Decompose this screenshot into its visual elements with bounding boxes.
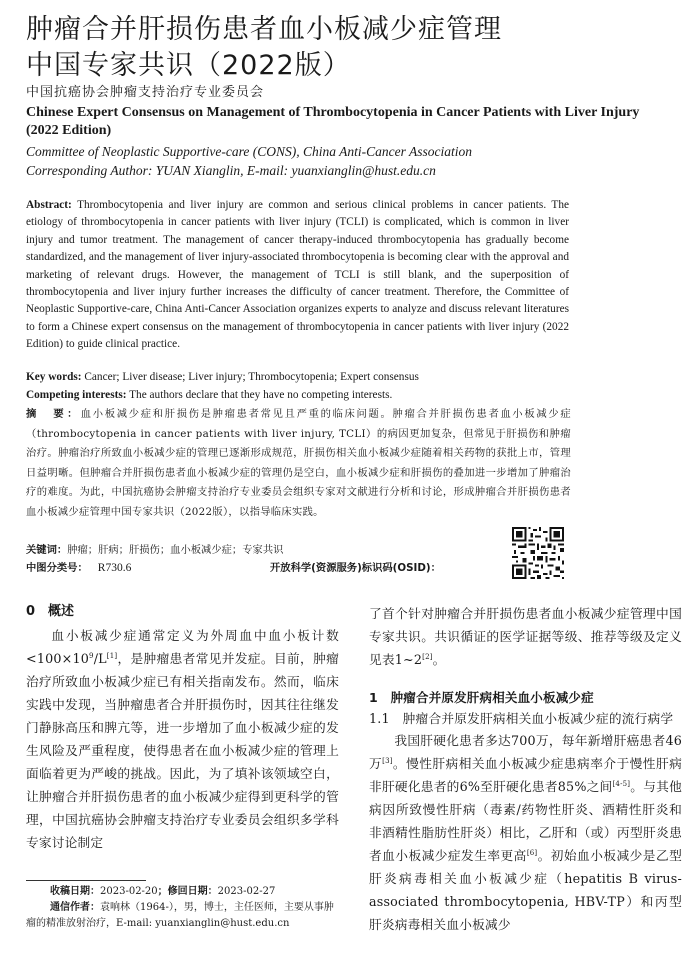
competing-interests-label: Competing interests: (26, 389, 127, 401)
body-column-left (26, 624, 339, 854)
page-title (26, 12, 666, 84)
competing-interests-en (26, 387, 571, 404)
abstract-cn (26, 405, 571, 522)
citation: [1] (106, 651, 118, 660)
keywords-cn-text: 肿瘤；肝病；肝损伤；血小板减少症；专家共识 (67, 544, 284, 556)
body-paragraph-2: 了首个针对肿瘤合并肝损伤患者血小板减少症管理中国专家共识。共识循证的医学证据等级、推荐等级及定义见表1~2[2]。 (369, 606, 682, 667)
title-en: Chinese Expert Consensus on Management of Thrombocytopenia in Cancer Patients with Liver Injury (2022 Edition) (26, 105, 640, 138)
keywords-cn (26, 541, 283, 559)
footnote-dates: 收稿日期：2023-02-20；修回日期：2023-02-27 (50, 886, 276, 897)
osid-label: 开放科学(资源服务)标识码(OSID)： (270, 562, 441, 574)
abstract-cn-label: 摘 要： (26, 408, 81, 420)
title-cn-line2: 中国专家共识（2022版） (26, 50, 351, 81)
citation: [3] (382, 756, 393, 765)
competing-interests-text: The authors declare that they have no competing interests. (129, 389, 393, 401)
footnote-divider (26, 880, 146, 881)
abstract-cn-text: 血小板减少症和肝损伤是肿瘤患者常见且严重的临床问题。肿瘤合并肝损伤患者血小板减少症（thrombocytopenia in cancer patients with liver injury, TCLI）的病因更加复杂，但常见于肝损伤和肿瘤治疗。肿瘤治疗所致血小板减少症的管理已逐渐形成规范，肝损伤相关血小板减少症随着相关药物的获批上市，管理日益明晰。但肿瘤合并肝损伤患者血小板减少症的管理仍是空白，血小板减少症和肝损伤的叠加进一步增加了肿瘤治疗的难度。为此，中国抗癌协会肿瘤支持治疗专业委员会组织专家对文献进行分析和讨论，形成肿瘤合并肝损伤患者血小板减少症管理中国专家共识（2022版），以指导临床实践。 (26, 408, 571, 518)
clc-value: R730.6 (97, 562, 132, 574)
citation: [4-5] (612, 779, 631, 788)
clc-label: 中图分类号： (26, 562, 88, 574)
footnote-author: 通信作者：袁响林（1964-），男，博士，主任医师，主要从事肿瘤的精准放射治疗，E-mail: yuanxianglin@hust.edu.cn (26, 902, 334, 929)
body-paragraph-3: 我国肝硬化患者多达700万，每年新增肝癌患者46万[3]。慢性肝病相关血小板减少症患病率介于慢性肝病非肝硬化患者的6%至肝硬化患者85%之间[4-5]。与其他病因所致慢性肝病（毒素/药物性肝炎、酒精性肝炎和非酒精性脂肪性肝炎）相比，乙肝和（或）丙型肝炎患者血小板减少症发生率更高[6]。初始血小板减少是乙型肝炎病毒相关血小板减少症（hepatitis B virus-associated thrombocytopenia, HBV-TP）和丙型肝炎病毒相关血小板减少 (369, 733, 682, 932)
osid (270, 559, 441, 577)
keywords-en-text: Cancer; Liver disease; Liver injury; Thrombocytopenia; Expert consensus (84, 371, 419, 383)
qr-code-icon (512, 527, 564, 579)
abstract-en (26, 197, 569, 354)
keywords-en (26, 369, 571, 386)
body-column-right (369, 602, 682, 936)
section-1-1-heading: 1.1 肿瘤合并原发肝病相关血小板减少症的流行病学 (369, 711, 674, 726)
committee-en: Committee of Neoplastic Supportive-care (CONS), China Anti-Cancer Association (26, 144, 472, 159)
abstract-en-label: Abstract: (26, 199, 72, 211)
citation: [2] (422, 652, 433, 661)
abstract-en-text: Thrombocytopenia and liver injury are common and serious clinical problems in cancer patients. The etiology of thrombocytopenia in cancer patients with liver injury (TCLI) is complicated, which is common in liver injury and tumor treatment. The management of cancer therapy-induced thrombocytopenia has gradually become standardized, and the management of liver injury-associated thrombocytopenia is becoming clear with the approval and marketing of relevant drugs. However, the management of TCLI is still blank, and the superposition of thrombocytopenia and liver injury further increases the difficulty of cancer treatment. Therefore, the Committee of Neoplastic Supportive-care, China Anti-Cancer Association organizes experts to analyze and discuss relevant literatures to form a Chinese expert consensus on the management of thrombocytopenia in cancer patients with liver injury (2022 Edition) to guide clinical practice. (26, 199, 569, 351)
citation: [6] (526, 848, 538, 857)
corresponding-author-en: Corresponding Author: YUAN Xianglin, E-mail: yuanxianglin@hust.edu.cn (26, 163, 436, 178)
footnote (26, 884, 339, 932)
keywords-en-label: Key words: (26, 371, 82, 383)
title-cn-line1: 肿瘤合并肝损伤患者血小板减少症管理 (26, 14, 502, 45)
section-1-heading: 1 肿瘤合并原发肝病相关血小板减少症 (369, 690, 594, 705)
section-0-heading: 0 概述 (26, 604, 75, 619)
organization-cn: 中国抗癌协会肿瘤支持治疗专业委员会 (26, 85, 265, 100)
body-paragraph-1: 血小板减少症通常定义为外周血中血小板计数$<100\times 10^9/L[1]$，是肿瘤患者常见并发症。目前，肿瘤治疗所致血小板减少症已有相关指南发布。然而，临床实践中发现，当肿瘤患者合并肝损伤时，因其往往继发门静脉高压和脾亢等，进一步增加了血小板减少症的发生风险及严重程度，使得患者在血小板减少症的管理上面临着更为严峻的挑战。因此，为了填补该领域空白，让肿瘤合并肝损伤患者的血小板减少症得到更科学的管理，中国抗癌协会肿瘤支持治疗专业委员会组织多学科专家讨论制定 (26, 628, 339, 850)
keywords-cn-label: 关键词： (26, 544, 68, 556)
clc-number (26, 559, 131, 577)
